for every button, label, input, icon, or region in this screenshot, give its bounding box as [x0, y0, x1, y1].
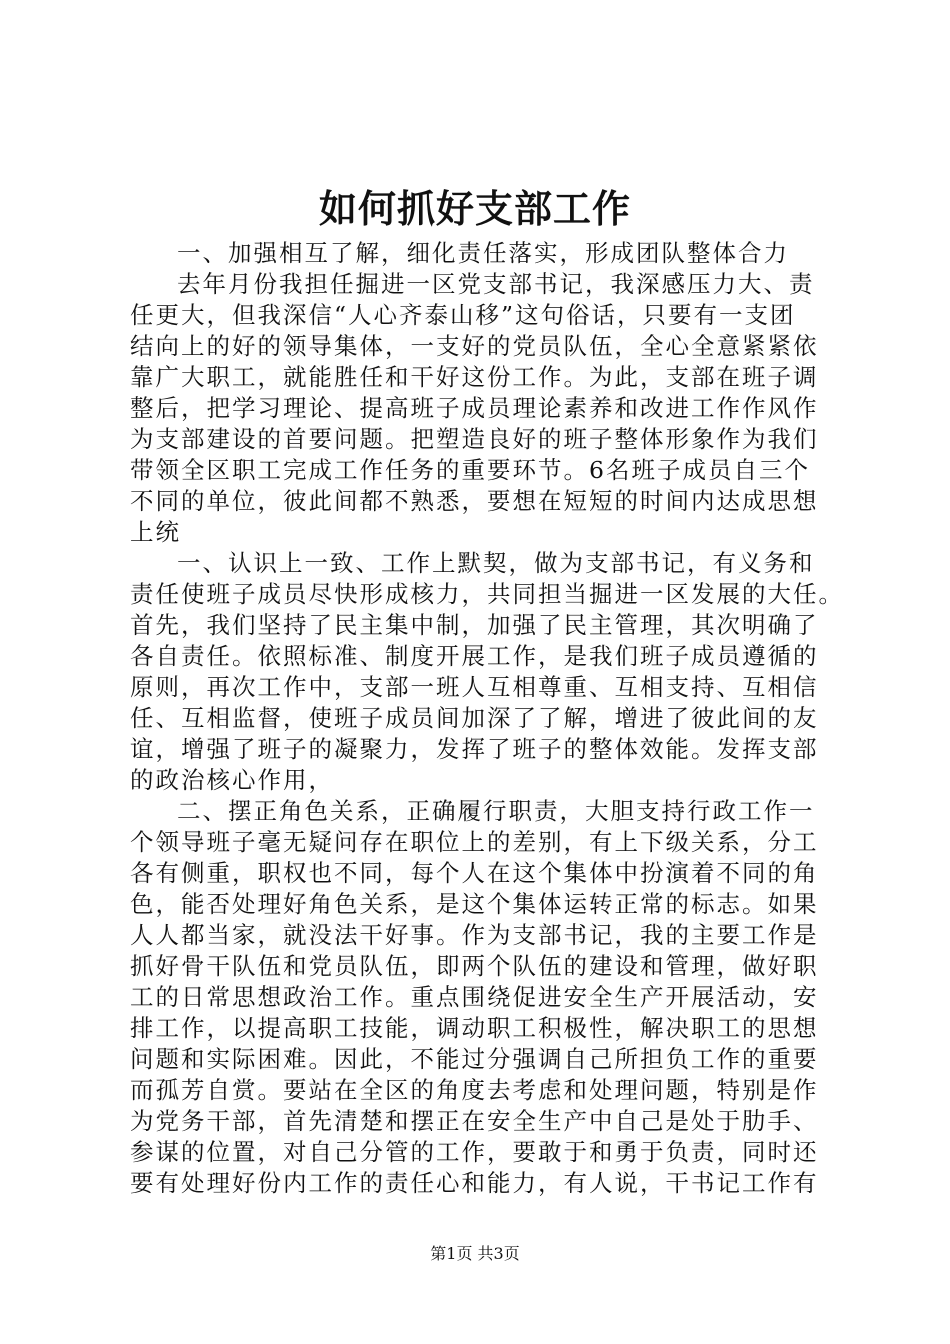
paragraph-line: 的政治核心作用，: [130, 766, 334, 794]
paragraph-line: 各自责任。依照标准、制度开展工作，是我们班子成员遵循的: [130, 642, 819, 670]
paragraph-line: 参谋的位置，对自己分管的工作，要敢于和勇于负责，同时还: [130, 1138, 819, 1166]
paragraph-line: 谊，增强了班子的凝聚力，发挥了班子的整体效能。发挥支部: [130, 735, 819, 763]
paragraph-line: 带领全区职工完成工作任务的重要环节。6名班子成员自三个: [130, 456, 810, 484]
paragraph-line: 责任使班子成员尽快形成核力，共同担当掘进一区发展的大任。: [130, 580, 844, 608]
document-title: 如何抓好支部工作: [318, 186, 631, 231]
paragraph-line: 整后，把学习理论、提高班子成员理论素养和改进工作作风作: [130, 394, 819, 422]
paragraph-line: 不同的单位，彼此间都不熟悉，要想在短短的时间内达成思想: [130, 487, 819, 515]
paragraph-line: 为支部建设的首要问题。把塑造良好的班子整体形象作为我们: [130, 425, 819, 453]
paragraph-line: 一、加强相互了解，细化责任落实，形成团队整体合力: [177, 239, 789, 267]
document-body: [130, 238, 844, 1199]
paragraph-line: 结向上的好的领导集体，一支好的党员队伍，全心全意紧紧依: [130, 332, 819, 360]
paragraph-line: 为党务干部，首先清楚和摆正在安全生产中自己是处于肋手、: [130, 1107, 819, 1135]
paragraph-line: 任更大，但我深信“人心齐泰山移”这句俗话，只要有一支团: [130, 301, 796, 329]
paragraph-line: 排工作，以提高职工技能，调动职工积极性，解决职工的思想: [130, 1014, 819, 1042]
page-footer: 第1页 共3页: [430, 1244, 520, 1263]
paragraph-line: 而孤芳自赏。要站在全区的角度去考虑和处理问题，特别是作: [130, 1076, 819, 1104]
paragraph-line: 去年月份我担任掘进一区党支部书记，我深感压力大、责: [177, 270, 815, 298]
paragraph-line: 各有侧重，职权也不同，每个人在这个集体中扮演着不同的角: [130, 859, 819, 887]
paragraph-line: 抓好骨干队伍和党员队伍，即两个队伍的建设和管理，做好职: [130, 952, 819, 980]
paragraph-line: 任、互相监督，使班子成员间加深了了解，增进了彼此间的友: [130, 704, 819, 732]
paragraph-line: 问题和实际困难。因此，不能过分强调自己所担负工作的重要: [130, 1045, 819, 1073]
paragraph-line: 个领导班子毫无疑问存在职位上的差别，有上下级关系，分工: [130, 828, 819, 856]
paragraph-line: 一、认识上一致、工作上默契，做为支部书记，有义务和: [177, 549, 815, 577]
paragraph-line: 人人都当家，就没法干好事。作为支部书记，我的主要工作是: [130, 921, 819, 949]
paragraph-line: 工的日常思想政治工作。重点围绕促进安全生产开展活动，安: [130, 983, 819, 1011]
paragraph-line: 原则，再次工作中，支部一班人互相尊重、互相支持、互相信: [130, 673, 819, 701]
paragraph-line: 首先，我们坚持了民主集中制，加强了民主管理，其次明确了: [130, 611, 819, 639]
paragraph-line: 要有处理好份内工作的责任心和能力，有人说，干书记工作有: [130, 1169, 819, 1197]
paragraph-line: 色，能否处理好角色关系，是这个集体运转正常的标志。如果: [130, 890, 819, 918]
paragraph-line: 上统: [130, 518, 181, 546]
paragraph-line: 二、摆正角色关系，正确履行职责，大胆支持行政工作一: [177, 797, 815, 825]
paragraph-line: 靠广大职工，就能胜任和干好这份工作。为此，支部在班子调: [130, 363, 819, 391]
